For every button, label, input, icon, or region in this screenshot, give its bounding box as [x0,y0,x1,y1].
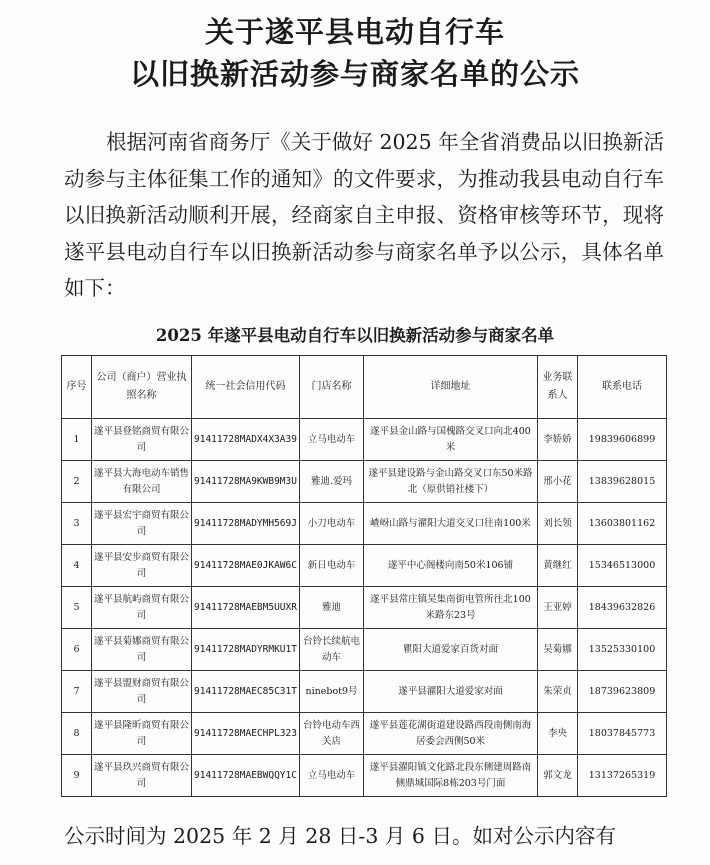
header-address: 详细地址 [364,356,538,419]
cell-store: 立马电动车 [300,419,364,461]
cell-seq: 7 [62,671,92,713]
cell-address: 遂平县金山路与国槐路交叉口向北400米 [364,419,538,461]
cell-credit-code: 91411728MAEBWQQY1C [192,755,300,797]
cell-store: 雅迪 [300,587,364,629]
footer-text: 公示时间为 2025 年 2 月 28 日-3 月 6 日。如对公示内容有 [64,824,616,848]
cell-address: 遂平县常庄镇吴集南街电管所往北100米路东23号 [364,587,538,629]
cell-credit-code: 91411728MADYMH569J [192,503,300,545]
body-paragraph [64,124,664,307]
header-company: 公司（商户）营业执照名称 [92,356,192,419]
table-row [62,671,667,713]
cell-store: 雅迪.爱玛 [300,461,364,503]
cell-seq: 8 [62,713,92,755]
cell-seq: 5 [62,587,92,629]
cell-contact: 李央 [538,713,578,755]
table-title: 2025 年遂平县电动自行车以旧换新活动参与商家名单 [155,326,555,345]
cell-seq: 3 [62,503,92,545]
cell-contact: 朱荣贞 [538,671,578,713]
cell-phone: 19839606899 [578,419,667,461]
cell-contact: 刘长领 [538,503,578,545]
cell-phone: 15346513000 [578,545,667,587]
cell-company: 遂平县航屿商贸有限公司 [92,587,192,629]
cell-company: 遂平县安步商贸有限公司 [92,545,192,587]
cell-credit-code: 91411728MAEC85C31T [192,671,300,713]
cell-contact: 郭文龙 [538,755,578,797]
cell-phone: 18037845773 [578,713,667,755]
header-store: 门店名称 [300,356,364,419]
document-title-line2: 以旧换新活动参与商家名单的公示 [129,57,580,91]
document-title-line1: 关于遂平县电动自行车 [204,15,505,49]
cell-store: 台铃电动车西关店 [300,713,364,755]
cell-credit-code: 91411728MAE0JKAW6C [192,545,300,587]
cell-address: 嵖岈山路与濯阳大道交叉口往南100米 [364,503,538,545]
table-row [62,755,667,797]
cell-company: 遂平县宏宇商贸有限公司 [92,503,192,545]
cell-company: 遂平县盟财商贸有限公司 [92,671,192,713]
cell-store: 新日电动车 [300,545,364,587]
cell-company: 遂平县隆昕商贸有限公司 [92,713,192,755]
header-credit-code: 统一社会信用代码 [192,356,300,419]
cell-seq: 1 [62,419,92,461]
cell-store: 立马电动车 [300,755,364,797]
cell-company: 遂平县大海电动车销售有限公司 [92,461,192,503]
table-row [62,713,667,755]
table-row [62,419,667,461]
cell-contact: 王亚婷 [538,587,578,629]
cell-seq: 6 [62,629,92,671]
cell-contact: 邢小花 [538,461,578,503]
cell-address: 遂平中心阁楼向南50米106铺 [364,545,538,587]
cell-store: 台铃长续航电动车 [300,629,364,671]
cell-credit-code: 91411728MA9KWB9M3U [192,461,300,503]
cell-address: 遂平县莲花湖街道建设路西段南侧南海居委会西侧50米 [364,713,538,755]
table-row [62,461,667,503]
table-row [62,629,667,671]
table-row [62,587,667,629]
body-paragraph-text: 根据河南省商务厅《关于做好 2025 年全省消费品以旧换新活动参与主体征集工作的通知》的文件要求，为推动我县电动自行车以旧换新活动顺利开展，经商家自主申报、资格审核等环节，现将遂平县电动自行车以旧换新活动参与商家名单予以公示，具体名单如下： [64,130,664,300]
header-contact: 业务联系人 [538,356,578,419]
cell-credit-code: 91411728MAEBM5UUXR [192,587,300,629]
cell-address: 瞿阳大道爱家百货对面 [364,629,538,671]
cell-company: 遂平县登铭商贸有限公司 [92,419,192,461]
cell-seq: 4 [62,545,92,587]
table-row [62,503,667,545]
cell-credit-code: 91411728MADX4X3A39 [192,419,300,461]
cell-address: 遂平县濯阳大道爱家对面 [364,671,538,713]
cell-seq: 9 [62,755,92,797]
cell-company: 遂平县菊娜商贸有限公司 [92,629,192,671]
table-row [62,545,667,587]
cell-phone: 18739623809 [578,671,667,713]
cell-contact: 李娇娇 [538,419,578,461]
cell-phone: 13603801162 [578,503,667,545]
cell-company: 遂平县玖兴商贸有限公司 [92,755,192,797]
table-header-row [62,356,667,419]
cell-store: ninebot9号 [300,671,364,713]
merchant-table [61,355,667,797]
cell-phone: 13839628015 [578,461,667,503]
cell-contact: 黄继红 [538,545,578,587]
cell-phone: 18439632826 [578,587,667,629]
cell-credit-code: 91411728MADYRMKU1T [192,629,300,671]
cell-phone: 13525330100 [578,629,667,671]
header-phone: 联系电话 [578,356,667,419]
cell-address: 遂平县建设路与金山路交叉口东50米路北（原供销社楼下） [364,461,538,503]
header-seq: 序号 [62,356,92,419]
cell-credit-code: 91411728MAECHPL323 [192,713,300,755]
cell-seq: 2 [62,461,92,503]
cell-phone: 13137265319 [578,755,667,797]
cell-store: 小刀电动车 [300,503,364,545]
cell-address: 遂平县濯阳镇文化路北段东侧建周路南侧鼎城国际8栋203号门面 [364,755,538,797]
cell-contact: 吴菊娜 [538,629,578,671]
